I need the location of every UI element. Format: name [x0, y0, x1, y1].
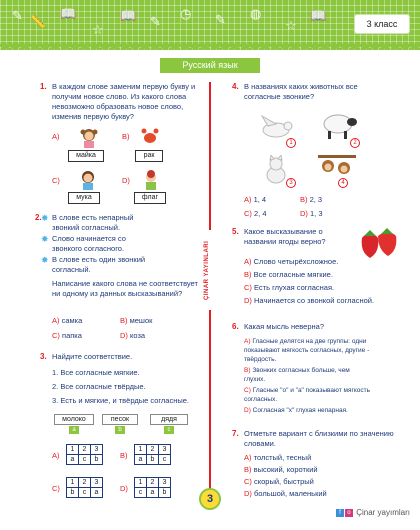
option-d[interactable]: D) [120, 484, 128, 493]
question-2: 2. ✸ В слове есть непарный звонкий согласный. ✸ Слово начинается со звонкого согласного. ✸ В слове есть один звонкий согласный. [35, 213, 146, 274]
option-b[interactable]: B) [120, 451, 128, 460]
answer-grid: 1 2 3 a c b [66, 444, 103, 465]
word-box: дядя [150, 414, 188, 425]
facebook-icon: f [336, 509, 344, 517]
ruler-icon: 📏 [30, 14, 47, 29]
question-number: 5. [232, 227, 239, 236]
answer-grid: 1 2 3 a b c [134, 444, 171, 465]
flag-picture [142, 170, 160, 190]
number-label: 3 [286, 178, 296, 188]
question-1 [40, 82, 200, 122]
star-icon: ☆ [92, 22, 104, 37]
question-text: Какое высказывание о названии ягоды верно? [244, 227, 326, 246]
option-c[interactable]: C) папка [52, 331, 82, 340]
globe-icon: ◍ [250, 6, 262, 21]
option-a[interactable]: A) Гласные делятся на две группы: одни показывают мягкость согласных, другие - твёрдость. [244, 338, 370, 363]
question-number: 1. [40, 82, 47, 91]
subject-title: Русский язык [160, 58, 260, 73]
number-label: 1 [286, 138, 296, 148]
option-d[interactable]: D) 1, 3 [300, 209, 323, 218]
book-icon: 📖 [120, 8, 137, 23]
question-4 [232, 82, 394, 102]
word-label: рак [135, 150, 163, 162]
star-bullet-icon: ✸ [41, 255, 49, 265]
question-5 [232, 227, 356, 247]
star-icon: ☆ [285, 18, 297, 33]
instagram-icon: o [345, 509, 353, 517]
pencil-icon: ✎ [12, 8, 23, 23]
question-7 [232, 429, 394, 449]
option-b[interactable]: B) мешок [120, 316, 153, 325]
option-b[interactable]: B) [122, 132, 130, 141]
option-d[interactable]: D) [122, 176, 130, 185]
tag-a: a [69, 426, 79, 434]
question-number: 7. [232, 429, 239, 438]
pencil-icon: ✎ [215, 12, 226, 27]
option-a[interactable]: A) [52, 451, 60, 460]
girl-picture [79, 170, 97, 190]
option-b[interactable]: B) Все согласные мягкие. [244, 270, 333, 279]
header-banner [0, 0, 420, 50]
word-box: молоко [54, 414, 94, 425]
footer-publisher: f o Çinar yayımları [336, 508, 410, 517]
sheep-picture [320, 110, 358, 140]
question-number: 4. [232, 82, 239, 91]
answer-grid: 1 2 3 c a b [134, 477, 171, 498]
option-d[interactable]: D) коза [120, 331, 146, 340]
question-3 [40, 352, 200, 362]
option-b[interactable]: B) Звонких согласных больше, чем глухих. [244, 367, 350, 383]
question-number: 2. [35, 213, 42, 222]
grade-label: 3 класс [354, 14, 410, 34]
question-text: Какая мысль неверна? [244, 322, 325, 331]
question-6 [232, 322, 394, 332]
header-scallop [0, 44, 420, 54]
star-bullet-icon: ✸ [41, 234, 49, 244]
book-icon: 📖 [60, 6, 77, 21]
statement-list: 1. Все согласные мягкие. 2. Все согласные твёрдые. 3. Есть и мягкие, и твёрдые согласные. [52, 368, 190, 405]
option-c[interactable]: C) скорый, быстрый [244, 477, 314, 486]
page-number: 3 [199, 488, 221, 510]
question-text: Найдите соответствие. [52, 352, 133, 361]
tag-c: c [164, 426, 174, 434]
answer-grid: 1 2 3 b c a [66, 477, 103, 498]
option-b[interactable]: B) высокий, короткий [244, 465, 318, 474]
word-label: флаг [134, 192, 166, 204]
option-c[interactable]: C) 2, 4 [244, 209, 267, 218]
clock-icon: ◷ [180, 6, 192, 21]
word-label: мука [68, 192, 100, 204]
star-bullet-icon: ✸ [41, 213, 49, 223]
option-a[interactable]: A) 1, 4 [244, 195, 267, 204]
word-label: майка [68, 150, 104, 162]
girl-picture [80, 128, 98, 148]
tag-b: b [115, 426, 125, 434]
question-2-text: Написание какого слова не соответствует ни одному из данных высказываний? [52, 279, 198, 298]
strawberry-picture [356, 226, 400, 260]
question-number: 3. [40, 352, 47, 361]
word-box: песок [102, 414, 138, 425]
question-text: Отметьте вариант с близкими по значению словами. [244, 429, 394, 448]
brand-logo-text: ÇİNAR YAYINLARI [204, 230, 216, 310]
option-a[interactable]: A) самка [52, 316, 83, 325]
question-number: 6. [232, 322, 239, 331]
option-a[interactable]: A) толстый, тесный [244, 453, 312, 462]
option-d[interactable]: D) Согласная "х" глухая непарная. [244, 407, 348, 414]
option-c[interactable]: C) [52, 176, 60, 185]
option-d[interactable]: D) большой, маленький [244, 489, 327, 498]
question-text: В каждом слове заменим первую букву и получим новое слово. Из какого слова невозможно образовать новое слово, изменив первую букву? [52, 82, 196, 121]
option-d[interactable]: D) Начинается со звонкой согласной. [244, 296, 375, 305]
option-b[interactable]: B) 2, 3 [300, 195, 323, 204]
option-c[interactable]: C) Есть глухая согласная. [244, 283, 335, 292]
book-icon: 📖 [310, 8, 327, 23]
number-label: 2 [350, 138, 360, 148]
question-text: В названиях каких животных все согласные звонкие? [244, 82, 358, 101]
crab-picture [141, 126, 159, 148]
pencil-icon: ✎ [150, 14, 161, 29]
option-a[interactable]: A) Слово четырёхсложное. [244, 257, 339, 266]
option-c[interactable]: C) [52, 484, 60, 493]
monkey-picture [318, 152, 356, 182]
option-c[interactable]: C) Гласные "о" и "а" показывают мягкость согласных. [244, 387, 371, 403]
number-label: 4 [338, 178, 348, 188]
option-a[interactable]: A) [52, 132, 60, 141]
